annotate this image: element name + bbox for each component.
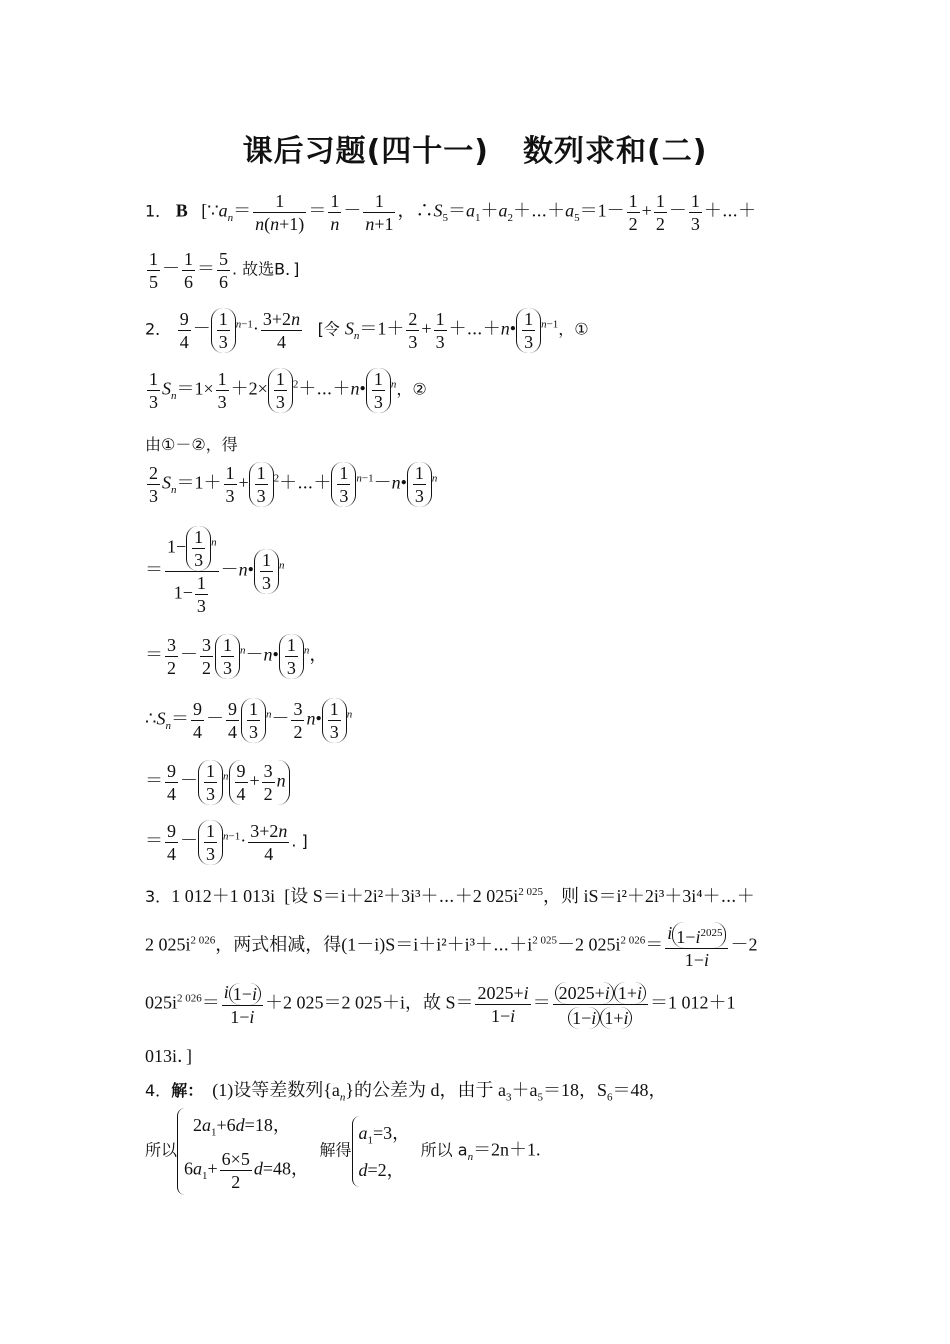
q1-answer: B — [175, 200, 188, 221]
q2-line-2: $\frac{1}{3}$ $S_n=1\times$ $\frac{1}{3}$ ＋2× $\frac{1}{3}$ $^2$＋⋯＋n• $\frac{1}{3}$ $^n$，② — [149, 369, 427, 412]
q3-line-4: 013i．] — [145, 1046, 192, 1066]
q2-line-8: ＝ $\frac{9}{4}$ － $\frac{1}{3}$ $^{n-1}$· $\frac{3+2n}{4}$ . ] — [145, 821, 308, 864]
q3-line-1: 3．1 012＋1 013i [设 S＝i＋2i²＋3i³＋⋯＋2 $025i^{2 025}$，则 iS＝i²＋2i³＋3i⁴＋⋯＋ — [145, 886, 755, 906]
page-title — [0, 126, 950, 170]
q1-line-1: 1． B [$\because a_n=$ $\frac{1}{n(n+1)}$ ＝ $\frac{1}{n}$ － $\frac{1}{n+1}$ ，$\therefore S_5=a_1+a_2+\cdots+a_5=1-$ $\frac{1}{2}$ + $\frac{1}{2}$ － $\frac{1}{3}$ ＋⋯＋ — [145, 191, 757, 234]
q2-line-5: ＝ $\frac{3}{2}$ － $\frac{3}{2}$ $\frac{1}{3}$ $^n$－n• $\frac{1}{3}$ $^n$， — [145, 635, 328, 678]
q4-line-1: 4．解： (1)设等差数列$\{a_n\}$的公差为 d，由于 $a_3+a_5=18$，$S_6=48$， — [145, 1080, 667, 1104]
q2-step-text: 由①－②，得 — [145, 435, 238, 454]
q2-line-1: 2． $\frac{9}{4}$ － $\frac{1}{3}$ $^{n-1}$· $\frac{3+2n}{4}$ [令 $S_n=1+$ $\frac{2}{3}$ + $\frac{1}{3}$ ＋⋯＋n• $\frac{1}{3}$ $^{n-1}$，① — [145, 309, 589, 352]
q1-line-2: $\frac{1}{5}$ － $\frac{1}{6}$ ＝ $\frac{5}{6}$ . 故选B．] — [149, 249, 300, 292]
title-sub: 数列求和(二) — [523, 134, 708, 169]
q2-line-4: ＝ 1− $\frac{1}{3}$ $^n$ 1− $\frac{1}{3}$ －n• $\frac{1}{3}$ $^n$ — [145, 527, 285, 616]
q2-line-6: $\therefore S_n=$ $\frac{9}{4}$ － $\frac{9}{4}$ $\frac{1}{3}$ $^n$－ $\frac{3}{2}$ n• $\frac{1}{3}$ $^n$ — [145, 699, 353, 742]
q2-line-7: ＝ $\frac{9}{4}$ － $\frac{1}{3}$ $^n$ $\frac{9}{4}$ + $\frac{3}{2}$ n — [145, 760, 290, 805]
q2-line-3: $\frac{2}{3}$ $S_n=1+$ $\frac{1}{3}$ + $\frac{1}{3}$ $^2$＋⋯＋ $\frac{1}{3}$ $^{n-1}$－n• $\frac{1}{3}$ $^n$ — [149, 463, 438, 506]
title-main: 课后习题(四十一) — [242, 134, 489, 169]
q3-answer: 1 012＋1 013i — [171, 886, 276, 906]
q3-line-3: $025i^{2 026}=$ $\frac{i 1-i}{1-i}$ ＋2 025＝2 025＋i，故 S＝ $\frac{2025+i}{1-i}$ ＝ $\frac{2025+i 1+i}{1-i 1+i}$ ＝1 012＋1 — [145, 981, 736, 1028]
q3-line-2: 2 $025i^{2 026}$，两式相减，得$(1-i)S=i+i^2+i^3+\cdots+i^{2 025}-2$ $025i^{2 026}=$ $\frac{i 1-i^{2025}}{1-i}$ －2 — [145, 923, 758, 970]
q4-line-2: 所以 $2a_1+6d=18$， $6a_1+$ $\frac{6\times 5}{2}$ d=48， 解得 $a_1=3$， d=2， 所以 $a_n=2n+1$. — [145, 1108, 541, 1195]
